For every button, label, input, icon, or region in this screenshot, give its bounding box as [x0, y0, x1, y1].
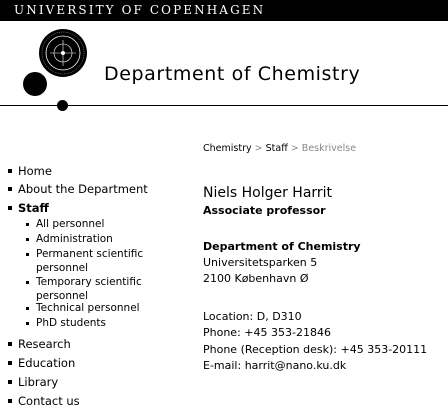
department-title: Department of Chemistry: [104, 63, 361, 85]
address-street: Universitetsparken 5: [203, 256, 318, 269]
breadcrumb: [203, 143, 356, 154]
bullet-icon: [26, 238, 29, 241]
top-banner: [0, 0, 448, 21]
person-title: Associate professor: [203, 204, 326, 217]
nav-item-contact[interactable]: Contact us: [8, 394, 80, 408]
phone: Phone: +45 353-21846: [203, 326, 331, 339]
bullet-icon: [8, 342, 12, 346]
location: Location: D, D310: [203, 310, 302, 323]
nav-sub-permanent-scientific[interactable]: Permanent scientific personnel: [26, 247, 161, 275]
email[interactable]: E-mail: harrit@nano.ku.dk: [203, 359, 347, 372]
nav-sub-technical[interactable]: Technical personnel: [26, 301, 176, 315]
nav-item-library[interactable]: Library: [8, 375, 58, 389]
nav-sub-administration[interactable]: Administration: [26, 232, 156, 246]
bullet-icon: [8, 361, 12, 365]
university-name: UNIVERSITY OF COPENHAGEN: [14, 3, 266, 17]
nav-sub-phd-students[interactable]: PhD students: [26, 316, 156, 330]
breadcrumb-separator: >: [254, 143, 263, 154]
decorative-dot-large: [23, 72, 47, 96]
bullet-icon: [26, 223, 29, 226]
breadcrumb-staff[interactable]: Staff: [265, 143, 288, 154]
breadcrumb-current: Beskrivelse: [301, 143, 357, 154]
nav-sub-temporary-scientific[interactable]: Temporary scientific personnel: [26, 275, 161, 303]
bullet-icon: [26, 281, 29, 284]
reception-phone: Phone (Reception desk): +45 353-20111: [203, 343, 428, 356]
bullet-icon: [8, 399, 12, 403]
breadcrumb-separator: >: [290, 143, 299, 154]
university-seal-icon[interactable]: [38, 28, 88, 78]
bullet-icon: [8, 169, 12, 173]
nav-item-education[interactable]: Education: [8, 356, 75, 370]
bullet-icon: [26, 307, 29, 310]
nav-item-staff[interactable]: Staff: [8, 201, 49, 215]
address-city: 2100 København Ø: [203, 272, 309, 285]
person-department: Department of Chemistry: [203, 240, 361, 253]
bullet-icon: [26, 253, 29, 256]
bullet-icon: [8, 380, 12, 384]
breadcrumb-chemistry[interactable]: Chemistry: [203, 143, 252, 154]
bullet-icon: [26, 322, 29, 325]
bullet-icon: [8, 187, 12, 191]
nav-item-research[interactable]: Research: [8, 337, 71, 351]
nav-item-home[interactable]: Home: [8, 164, 52, 178]
person-name: Niels Holger Harrit: [203, 185, 333, 201]
nav-item-about[interactable]: About the Department: [8, 182, 148, 196]
decorative-dot-small: [57, 100, 68, 111]
nav-sub-all-personnel[interactable]: All personnel: [26, 217, 156, 231]
bullet-icon: [8, 206, 12, 210]
